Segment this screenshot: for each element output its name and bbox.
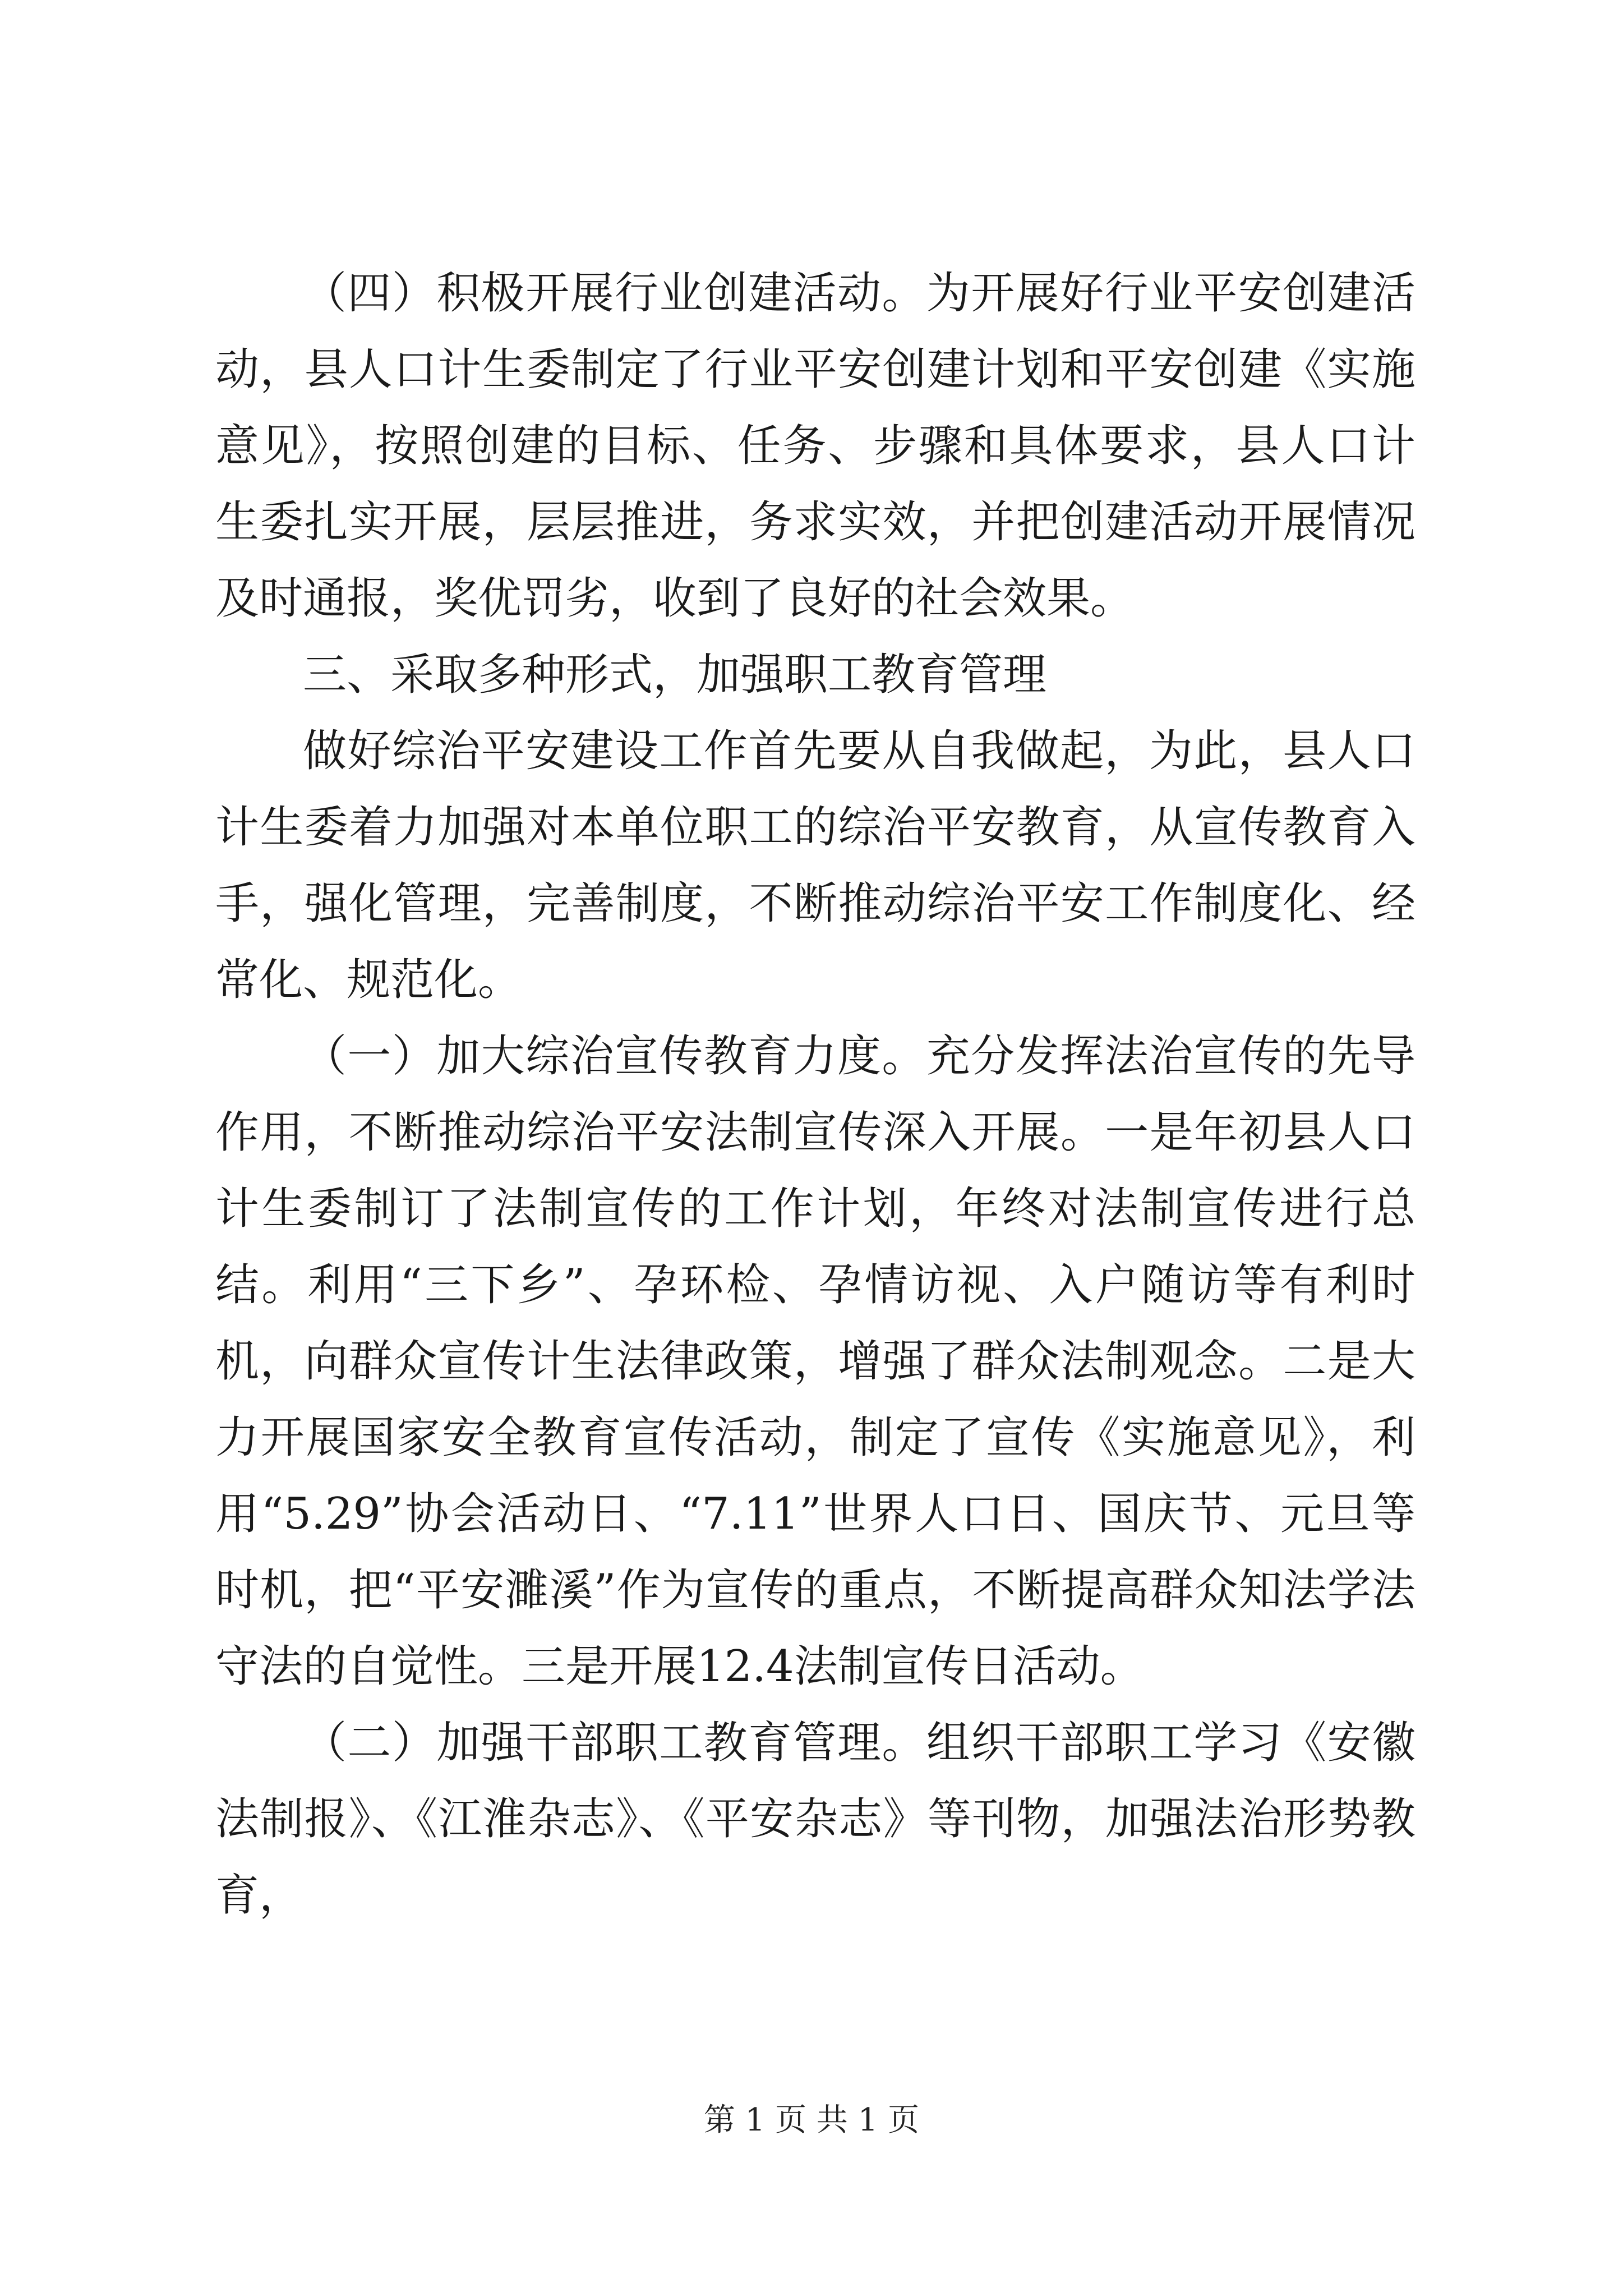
paragraph-industry-creation: （四）积极开展行业创建活动。为开展好行业平安创建活动，县人口计生委制定了行业平安创建计划和平安创建《实施意见》，按照创建的目标、任务、步骤和具体要求，县人口计生委扎实开展，层层推进，务求实效，并把创建活动开展情况及时通报，奖优罚劣，收到了良好的社会效果。 [215, 268, 1415, 624]
page-footer: 第 1 页 共 1 页 [703, 2102, 920, 2138]
paragraph-publicity-education: （一）加大综治宣传教育力度。充分发挥法治宣传的先导作用，不断推动综治平安法制宣传深入开展。一是年初县人口计生委制订了法制宣传的工作计划，年终对法制宣传进行总结。利用“三下乡”、孕环检、孕情访视、入户随访等有利时机，向群众宣传计生法律政策，增强了群众法制观念。二是大力开展国家安全教育宣传活动，制定了宣传《实施意见》，利用“5.29”协会活动日、“7.11”世界人口日、国庆节、元旦等时机，把“平安濉溪”作为宣传的重点，不断提高群众知法学法守法的自觉性。三是开展12.4法制宣传日活动。 [215, 1031, 1415, 1692]
paragraph-self-start: 做好综治平安建设工作首先要从自我做起，为此，县人口计生委着力加强对本单位职工的综治平安教育，从宣传教育入手，强化管理，完善制度，不断推动综治平安工作制度化、经常化、规范化。 [215, 726, 1415, 1005]
paragraph-staff-management: （二）加强干部职工教育管理。组织干部职工学习《安徽法制报》、《江淮杂志》、《平安杂志》等刊物，加强法治形势教育， [215, 1718, 1415, 1921]
section-heading-education: 三、采取多种形式，加强职工教育管理 [303, 650, 1047, 700]
document-body [215, 255, 1415, 1934]
